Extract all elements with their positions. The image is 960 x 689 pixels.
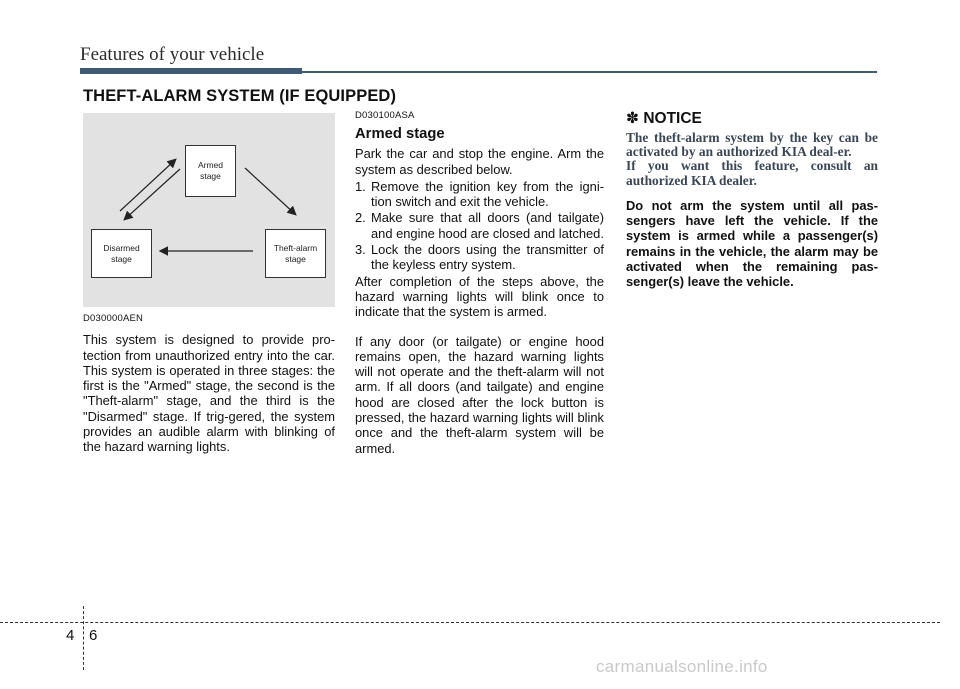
notice-warning-text: Do not arm the system until all pas-sengers have left the vehicle. If the system is armed while a passenger(s) remains in the vehicle, the alarm may be activated when the remaining pas-senger(s) leave the vehicle. — [626, 197, 878, 290]
page-header-title: Features of your vehicle — [80, 44, 265, 65]
column-intro — [83, 311, 335, 455]
armed-after-steps: After completion of the steps above, the hazard warning lights will blink once to indicate that the system is armed. — [355, 273, 604, 320]
intro-paragraph: This system is designed to provide pro-tection from unauthorized entry into the car. This system is operated in three stages: the first is the "Armed" stage, the second is the "Theft-alarm" stage, and the third is the "Disarmed" stage. If trig-gered, the system provides an audible alarm with blinking of the hazard warning lights. — [83, 332, 335, 455]
section-code: D030000AEN — [83, 313, 144, 324]
watermark: carmanualsonline.info — [596, 657, 768, 676]
notice-dealer-text: The theft-alarm system by the key can be activated by an authorized KIA deal-er. If you want this feature, consult an authorized KIA dealer. — [626, 130, 878, 188]
arrow-disarmed-to-armed — [120, 160, 175, 211]
alarm-stage-diagram — [83, 113, 335, 307]
disarmed-stage-box: Disarmed stage — [91, 229, 152, 278]
column-armed-stage — [355, 108, 604, 456]
armed-intro: Park the car and stop the engine. Arm the system as described below. — [355, 146, 604, 177]
footer-rule — [0, 622, 940, 623]
page-number: 6 — [89, 627, 98, 644]
list-item: 3. Lock the doors using the transmitter of the keyless entry system. — [355, 242, 604, 273]
armed-section-code: D030100ASA — [355, 110, 415, 121]
list-item: 1. Remove the ignition key from the igni-tion switch and exit the vehicle. — [355, 178, 604, 210]
armed-open-door-paragraph: If any door (or tailgate) or engine hood remains open, the hazard warning lights will not operate and the theft-alarm will not arm. If all doors (and tailgate) and engine hood are closed after the lock button is pressed, the hazard warning lights will blink once and the theft-alarm system will be armed. — [355, 333, 604, 456]
notice-heading — [626, 110, 878, 128]
header-rule-thick — [80, 68, 302, 74]
section-title: THEFT-ALARM SYSTEM (IF EQUIPPED) — [83, 87, 397, 105]
theft-alarm-stage-box: Theft-alarm stage — [265, 229, 326, 278]
notice-title: NOTICE — [643, 110, 702, 127]
armed-stage-box: Armed stage — [185, 145, 236, 197]
list-item: 2. Make sure that all doors (and tailgate) and engine hood are closed and latched. — [355, 210, 604, 241]
arrow-armed-to-disarmed — [125, 169, 180, 219]
armed-stage-heading: Armed stage — [355, 126, 445, 143]
arrow-armed-to-theft — [245, 168, 295, 214]
chapter-number: 4 — [66, 627, 75, 644]
notice-box — [626, 108, 878, 290]
header-rule-thin — [302, 71, 877, 73]
footer-divider — [83, 606, 84, 670]
arming-steps-list — [355, 179, 604, 273]
notice-star-icon: ✽ — [626, 110, 639, 127]
